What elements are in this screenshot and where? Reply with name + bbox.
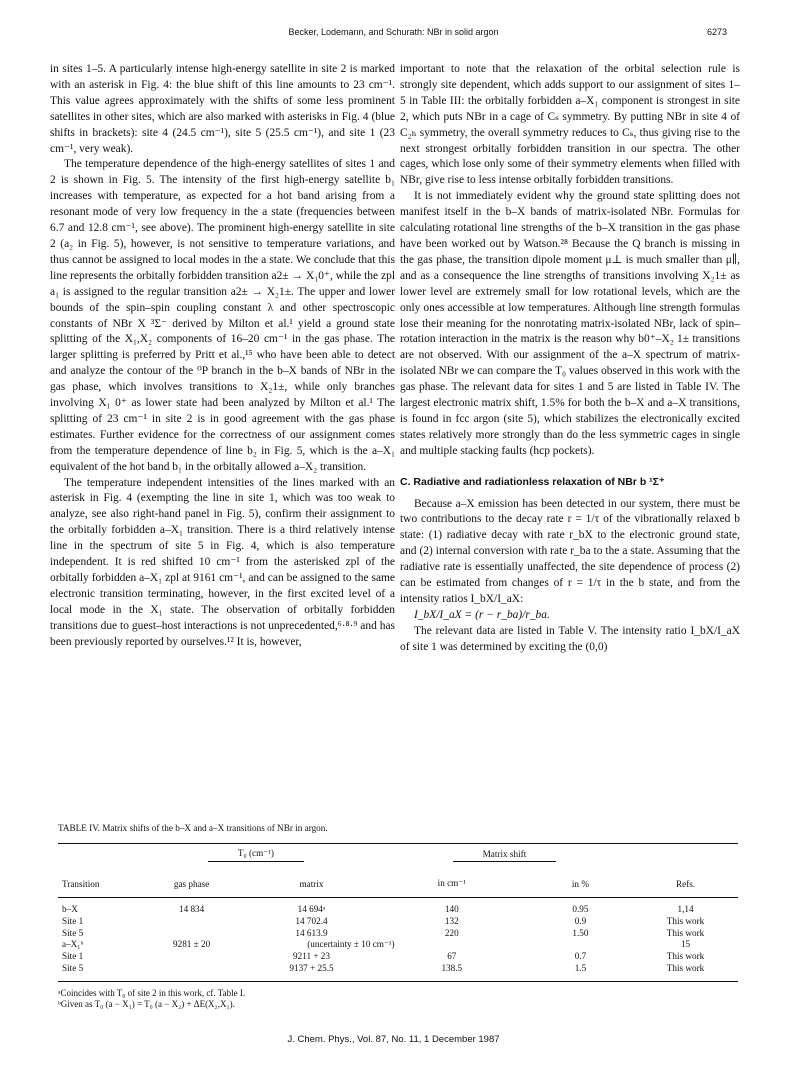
column-header: gas phase: [136, 864, 247, 898]
table-cell: 132: [444, 915, 459, 926]
table-cell: This work: [633, 963, 738, 981]
table-row: [58, 951, 738, 963]
table-cell: 0.7: [574, 951, 587, 962]
table-cell: 14 694ᵃ: [297, 904, 326, 914]
paragraph: important to note that the relaxation of the orbital selection rule is strongly site dependent, which adds support to our assignment of sites 1–5 in Table III: the orbitally forbidden a–X₁ component is strongest in site 2, which puts NBr in a cage of Cₛ symmetry. By putting NBr in site 4 of C₂ₕ symmetry, the overall symmetry reduces to Cₛ, thus giving rise to the next strongest orbitally forbidden transition in our spectra. The other cages, which lose only some of their symmetry elements when filled with NBr, give rise to less intense orbitally forbidden transitions.: [400, 63, 740, 187]
column-header: Transition: [58, 864, 136, 898]
table-cell: 9137 + 25.5: [247, 963, 376, 981]
equation: I_bX/I_aX = (r − r_ba)/r_ba.: [414, 608, 550, 621]
table-cell: 15: [680, 939, 691, 950]
table-cell: 1.5: [528, 963, 633, 981]
table-cell: Site 5: [62, 927, 84, 938]
left-column: [50, 62, 395, 651]
page-number: 6273: [706, 27, 727, 37]
footnote: ᵃCoincides with T₀ of site 2 in this work, cf. Table I.: [58, 987, 246, 998]
shift-group-header: Matrix shift: [453, 849, 557, 862]
column-header: in %: [528, 864, 633, 898]
table-cell: 14 702.4: [295, 915, 328, 926]
table-cell: 0.95: [572, 904, 589, 914]
column-header: matrix: [247, 864, 376, 898]
table-cell: [136, 963, 247, 981]
table-cell: This work: [666, 915, 705, 926]
column-header: in cm⁻¹: [376, 864, 528, 898]
table-cell: Site 1: [62, 915, 84, 926]
paragraph: The temperature independent intensities of the lines marked with an asterisk in Fig. 4 (exempting the line in site 1, which was too weak to analyze, see also right-hand panel in Fig. 5), confirm their assignment to the orbitally forbidden a–X₁ transition. There is a third relatively intense line in the spectrum of site 5 in Fig. 4, which is also temperature independent. It is red shifted 10 cm⁻¹ from the asterisked zpl of the orbitally forbidden a–X₁ zpl at 9161 cm⁻¹, and can be assigned to the same electronic transition terminating, however, in the first excited level of a local mode in the X₁ state. The observation of orbitally forbidden transitions due to guest–host interactions is not unprecedented,⁶·⁸·⁹ and has been previously reported by ourselves.¹² It is, however,: [50, 476, 395, 648]
table-cell: b–X: [62, 904, 78, 914]
table-cell: Site 1: [62, 951, 84, 962]
table-cell: 0.9: [574, 915, 587, 926]
table-cell: 9281 ± 20: [173, 939, 211, 950]
data-table: [58, 843, 738, 982]
table-cell: This work: [666, 951, 705, 962]
paragraph: It is not immediately evident why the ground state splitting does not manifest itself in the b–X bands of matrix-isolated NBr. Formulas for calculating rotational line strengths of the b–X transition in the gas phase have been worked out by Watson.²⁸ Because the Q branch is missing in the gas phase, the transition dipole moment μ⊥ is much smaller than μ∥, and as a consequence the line strengths of transitions involving X₂1± as lower level are extremely small for low rotational levels, which are the only ones accessible at low temperatures. Although line strength formulas lose their meaning for the nonrotating matrix-isolated NBr, lack of spin–rotation interaction in the matrix is the reason why b0⁺–X₂ 1± transitions are not observed. With our assignment of the a–X spectrum of matrix-isolated NBr we can compare the T₀ values observed in this work with the gas phase. The relevant data for sites 1 and 5 are listed in Table IV. The largest electronic matrix shift, 1.5% for both the b–X and a–X transitions, is found in fcc argon (site 5), which stabilizes the electronically excited states relatively more strongly than do the less symmetric cages in single and multiple stacking faults (hcp pockets).: [400, 190, 740, 457]
t0-group-header: T₀ (cm⁻¹): [208, 848, 304, 862]
table-cell: 138.5: [376, 963, 528, 981]
table-row: [58, 916, 738, 928]
table-caption: TABLE IV. Matrix shifts of the b–X and a–X transitions of NBr in argon.: [58, 823, 328, 833]
table-footnotes: [58, 988, 738, 1011]
section-heading: C. Radiative and radiationless relaxation of NBr b ¹Σ⁺: [400, 475, 665, 488]
paragraph: in sites 1–5. A particularly intense high-energy satellite in site 2 is marked with an asterisk in Fig. 4: the blue shift of this line amounts to 23 cm⁻¹. This value agrees approximately with the shifts of some less prominent satellites in other sites, which are also marked with asterisks in Fig. 4 (blue shifts in brackets): site 4 (24.5 cm⁻¹), site 5 (25.5 cm⁻¹), and site 1 (23 cm⁻¹, very weak).: [50, 63, 395, 155]
table-cell: 220: [444, 927, 459, 938]
table-cell: (uncertainty ± 10 cm⁻¹): [307, 939, 395, 950]
paragraph: The relevant data are listed in Table V. The intensity ratio I_bX/I_aX of site 1 was determined by exciting the (0,0): [400, 624, 740, 653]
table-cell: This work: [666, 927, 705, 938]
table-row: [58, 898, 738, 916]
table-cell: a–X₁ᵇ: [62, 939, 84, 950]
footnote: ᵇGiven as T₀ (a − X₁) = T₀ (a − X₂) + ΔE(X₂,X₁).: [58, 999, 235, 1010]
table-cell: [136, 928, 247, 940]
table-cell: 14 834: [178, 904, 205, 914]
table-iv: [58, 823, 738, 1011]
table-cell: 67: [447, 951, 457, 962]
paragraph: Because a–X emission has been detected in our system, there must be two contributions to the decay rate r = 1/τ of the vibrationally relaxed b state: (1) radiative decay with rate r_bX to the electronic ground state, and (2) internal conversion with rate r_ba to the a state. Assuming that the radiative rate is essentially unaffected, the site dependence of process (2) can be estimated from changes of r = 1/τ in the b state, and from the intensity ratios I_bX/I_aX:: [400, 497, 740, 605]
running-title: Becker, Lodemann, and Schurath: NBr in solid argon: [288, 27, 499, 37]
table-cell: 9211 + 23: [293, 951, 330, 962]
paragraph: The temperature dependence of the high-energy satellites of sites 1 and 2 is shown in Fig. 5. The intensity of the first high-energy satellite b₁ increases with temperature, as expected for a hot band arising from a resonant mode of very low frequency in the a state (frequencies between 6.7 and 12.8 cm⁻¹, see above). The prominent high-energy satellite in site 2 (a₂ in Fig. 5), however, is not sensitive to temperature variations, and thus cannot be assigned to local modes in the a state. We conclude that this line represents the orbitally forbidden transition a2± → X₁0⁺, while the zpl a₁ is assigned to the regular transition a2± → X₂1±. The upper and lower bounds of the spin–spin coupling constant λ and other spectroscopic constants of NBr X ³Σ⁻ derived by Milton et al.¹ yield a ground state splitting of the X₁,X₂ components of 16–20 cm⁻¹ in the gas phase. The larger splitting is preferred by Pritt et al.,¹⁵ who have been able to detect and analyze the contour of the ⁰P branch in the b–X bands of NBr in the gas phase, which involves transitions to X₂1±, while only branches involving X₁ 0⁺ as lower state had been analyzed by Milton et al.¹ The splitting of 23 cm⁻¹ in site 2 is in good agreement with the gas phase estimates. Further evidence for the correctness of our assignment comes from the temperature dependence of line b₂ in Fig. 5, which is the a–X₁ equivalent of the hot band b₁ in the orbitally allowed a–X₂ transition.: [50, 158, 395, 473]
table-cell: [136, 916, 247, 928]
table-cell: 140: [444, 904, 459, 914]
table-row: [58, 939, 738, 951]
table-cell: 1.50: [572, 927, 589, 938]
column-header: Refs.: [633, 864, 738, 898]
right-column: [400, 62, 740, 656]
table-cell: [136, 951, 247, 963]
table-cell: 1,14: [677, 904, 694, 914]
table-row: [58, 928, 738, 940]
table-row: [58, 963, 738, 981]
table-cell: Site 5: [58, 963, 136, 981]
journal-footer: J. Chem. Phys., Vol. 87, No. 11, 1 December 1987: [287, 1034, 500, 1045]
table-cell: 14 613.9: [295, 927, 328, 938]
